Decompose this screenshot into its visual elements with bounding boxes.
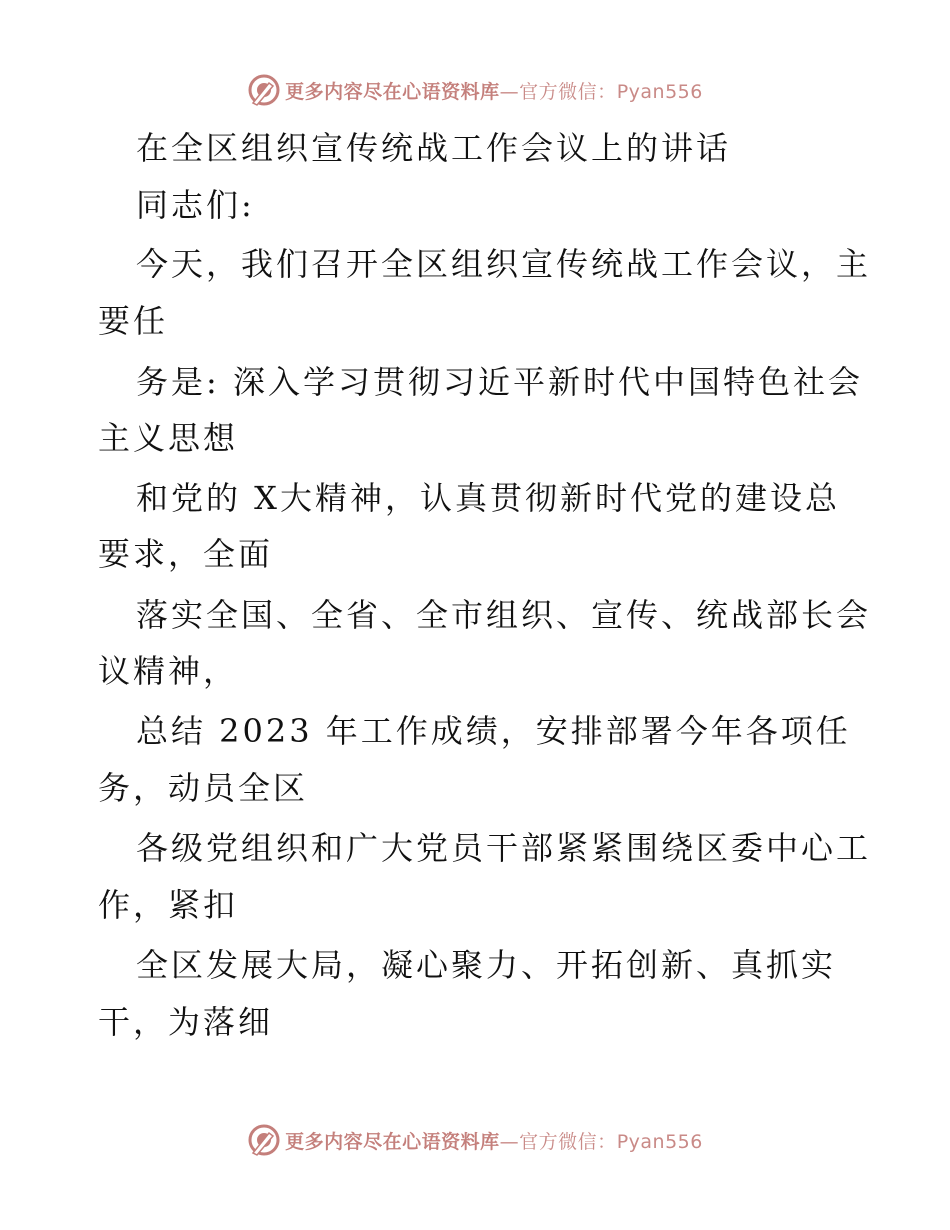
paragraph-line: 务是: 深入学习贯彻习近平新时代中国特色社会 — [136, 363, 863, 401]
paragraph-line: 落实全国、全省、全市组织、宣传、统战部长会 — [136, 596, 872, 634]
watermark-text — [285, 77, 703, 104]
pen-logo-icon — [247, 1123, 281, 1157]
watermark-main: 更多内容尽在心语资料库 — [285, 80, 500, 103]
watermark-header — [0, 70, 950, 110]
watermark-id: Pyan556 — [616, 80, 703, 103]
watermark-dash: — — [499, 1130, 520, 1153]
paragraph-line: 干，为落细 — [98, 1003, 274, 1041]
pen-logo-icon — [247, 73, 281, 107]
paragraph-line: 要求，全面 — [98, 535, 274, 573]
document-title: 在全区组织宣传统战工作会议上的讲话 — [136, 129, 732, 167]
paragraph-line: 各级党组织和广大党员干部紧紧围绕区委中心工 — [136, 829, 872, 867]
paragraph-line: 全区发展大局，凝心聚力、开拓创新、真抓实 — [136, 946, 837, 984]
watermark-id: Pyan556 — [616, 1130, 703, 1153]
paragraph-line: 要任 — [98, 302, 169, 340]
paragraph-line: 总结 2023 年工作成绩，安排部署今年各项任 — [136, 712, 851, 750]
paragraph-line: 主义思想 — [98, 419, 239, 457]
watermark-sub: 官方微信： — [519, 1130, 617, 1153]
paragraph-line: 作，紧扣 — [98, 886, 239, 924]
watermark-dash: — — [499, 80, 520, 103]
paragraph-line: 务，动员全区 — [98, 769, 309, 807]
paragraph-line: 议精神， — [98, 652, 239, 690]
watermark-footer — [0, 1120, 950, 1160]
salutation: 同志们: — [136, 186, 255, 224]
watermark-text — [285, 1127, 703, 1154]
watermark-main: 更多内容尽在心语资料库 — [285, 1130, 500, 1153]
paragraph-line: 和党的 X大精神，认真贯彻新时代党的建设总 — [136, 479, 840, 517]
watermark-sub: 官方微信： — [519, 80, 617, 103]
paragraph-line: 今天，我们召开全区组织宣传统战工作会议，主 — [136, 245, 872, 283]
